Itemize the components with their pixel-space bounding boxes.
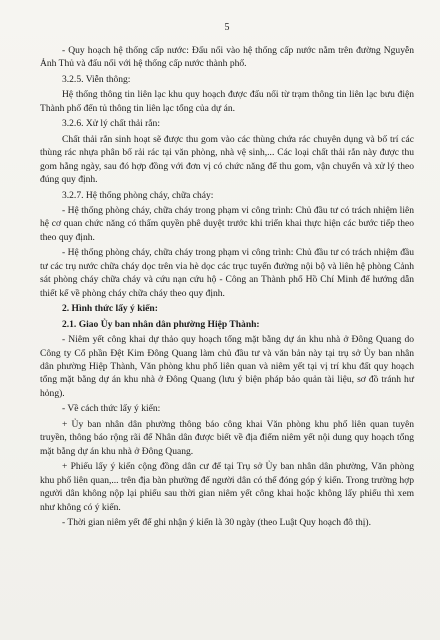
heading-solid-waste: 3.2.6. Xử lý chất thải rắn: [62,118,160,130]
paragraph-method-announce: + Ủy ban nhân dân phường thông báo công khai Văn phòng khu phố liên quan tuyên truyền, thông báo rộng rãi để Nhân dân được biết về địa điểm niêm yết nội dung quy hoạch tổng mặt bằng dự án khu nhà ở Đông Quang. [40,418,414,457]
paragraph-telecom: Hệ thống thông tin liên lạc khu quy hoạch được đấu nối từ trạm thông tin liên lạc bưu điện Thành phố đến tủ thông tin liên lạc tổng của dự án. [40,89,414,114]
paragraph-fire-protection-2: - Hệ thống phòng cháy, chữa cháy trong phạm vi công trình: Chủ đầu tư có trách nhiệm đầu tư các trụ nước chữa cháy dọc trên via hè dọc các trục tuyến đường nội bộ và liên hệ phòng Cảnh sát phòng cháy chữa cháy và cứu nạn cứu hộ - Công an Thành phố Hồ Chí Minh để hướng dẫn thiết kế về phòng cháy chữa cháy theo quy định. [40,247,414,299]
heading-fire-protection: 3.2.7. Hệ thống phòng cháy, chữa cháy: [62,189,214,201]
page-number: 5 [224,22,230,33]
paragraph-solid-waste: Chất thải rắn sinh hoạt sẽ được thu gom vào các thùng chứa rác chuyên dụng và bố trí các thùng rác nhựa phân bố rải rác tại văn phòng, nhà vệ sinh,... Các loại chất thải rắn này được thu gom hằng ngày, sau đó hợp đồng với đơn vị có chức năng để thu gom, vận chuyển và xử lý theo đúng quy định. [40,133,414,186]
paragraph-method-survey: + Phiếu lấy ý kiến cộng đồng dân cư để tại Trụ sở Ủy ban nhân dân phường, Văn phòng khu phố liên quan,... trên địa bàn phường để người dân có thể đóng góp ý kiến. Trong trường hợp người dân không nộp lại phiếu sau thời gian niêm yết công khai hoặc không lấy phiếu thì xem như không có ý kiến. [40,461,414,513]
heading-telecom: 3.2.5. Viễn thông: [62,73,131,85]
paragraph-fire-protection-1: - Hệ thống phòng cháy, chữa cháy trong phạm vi công trình: Chủ đầu tư có trách nhiệm liên hệ cơ quan chức năng có thẩm quyền phê duyệt trước khi triển khai thực hiện các bước tiếp theo theo quy định. [40,204,414,243]
heading-assign-ward [40,318,414,331]
paragraph-public-posting: - Niêm yết công khai dự thảo quy hoạch tổng mặt bằng dự án khu nhà ở Đông Quang do Công ty Cổ phần Đệt Kim Đông Quang làm chủ đầu tư và văn bản này tại trụ sở Ủy ban nhân dân phường Hiệp Thành, Văn phòng khu phố liên quan và niêm yết tại vị trí khu đất quy hoạch tổng mặt bằng dự án khu nhà ở Đông Quang (lưu ý biện pháp bảo quản tài liệu, sơ đồ tránh hư hỏng). [40,334,414,399]
heading-consultation-form: 2. Hình thức lấy ý kiến: [62,303,158,315]
heading-assign-ward-text: 2.1. Giao Ủy ban nhân dân phường Hiệp Thành: [62,318,260,330]
paragraph-water-supply: - Quy hoạch hệ thống cấp nước: Đấu nối vào hệ thống cấp nước nằm trên đường Nguyễn Ảnh Thủ và đấu nối với hệ thống cấp nước thành phố. [40,45,414,70]
paragraph-posting-duration: - Thời gian niêm yết để ghi nhận ý kiến là 30 ngày (theo Luật Quy hoạch đô thị). [62,516,371,528]
paragraph-method-heading: - Về cách thức lấy ý kiến: [62,403,161,415]
